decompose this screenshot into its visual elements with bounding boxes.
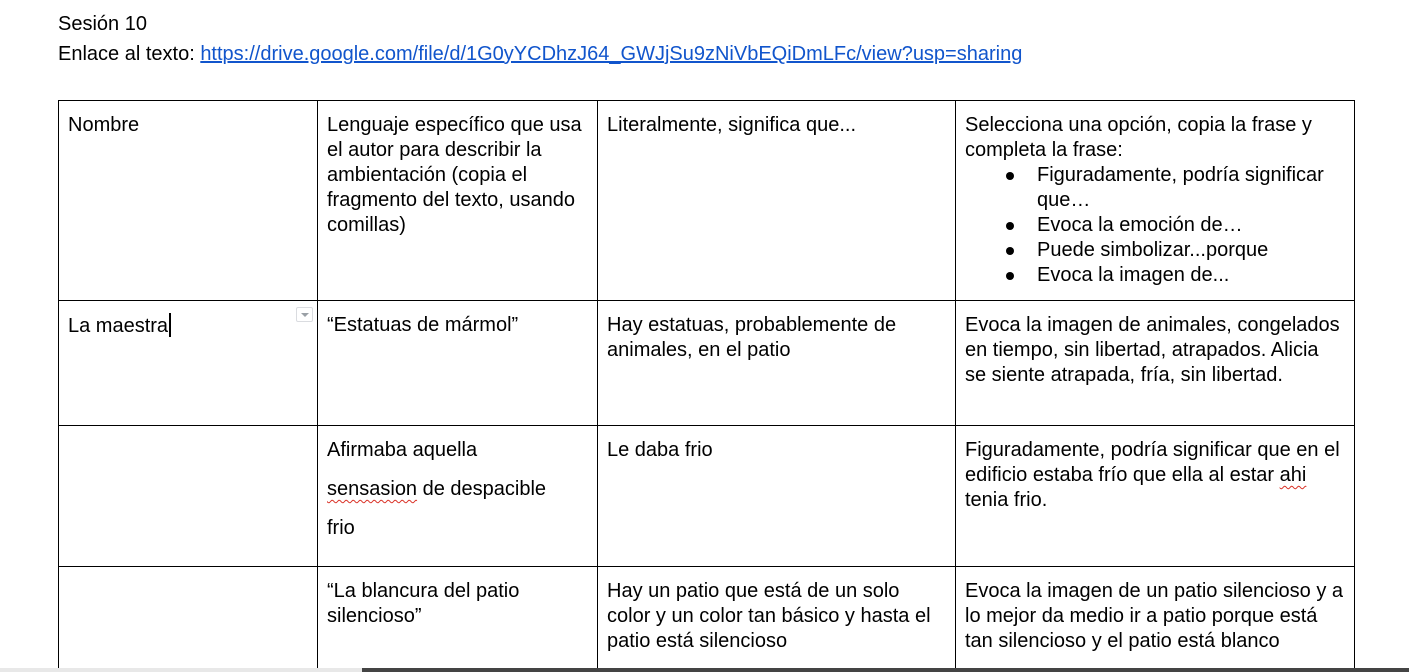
header-literal: Literalmente, significa que... <box>607 114 857 136</box>
link-label: Enlace al texto: <box>58 43 201 65</box>
language-line: Afirmaba aquella <box>327 439 478 461</box>
drive-link[interactable]: https://drive.google.com/file/d/1G0yYCDhzJ64_GWJjSu9zNiVbEQiDmLFc/view?usp=sharing <box>200 43 1023 65</box>
figurative-text: Evoca la imagen de animales, congelados en tiempo, sin libertad, atrapados. Alicia se siente atrapada, fría, sin libertad. <box>965 314 1340 386</box>
figurative-text-end: tenia frio. <box>965 489 1048 511</box>
language-line: frio <box>327 517 355 539</box>
bottom-edge-light <box>0 668 362 672</box>
text-link-line <box>58 42 1022 67</box>
table-row <box>59 426 1355 567</box>
options-list <box>965 163 1345 288</box>
language-cell[interactable] <box>318 567 598 672</box>
worksheet-table <box>58 100 1355 672</box>
language-cell[interactable] <box>318 426 598 567</box>
figurative-cell[interactable] <box>956 426 1355 567</box>
language-text: “Estatuas de mármol” <box>327 314 519 336</box>
figurative-text: Evoca la imagen de un patio silencioso y a lo mejor da medio ir a patio porque está tan silencioso y el patio está blanco <box>965 580 1344 652</box>
figurative-cell[interactable] <box>956 301 1355 426</box>
misspelled-word[interactable]: sensasion <box>327 478 418 500</box>
table-header-row <box>59 101 1355 301</box>
text-cursor <box>169 313 171 337</box>
figurative-cell[interactable] <box>956 567 1355 672</box>
name-cell[interactable] <box>59 301 318 426</box>
horizontal-scrollbar[interactable] <box>362 668 1409 672</box>
name-text: La maestra <box>68 315 169 337</box>
session-title: Sesión 10 <box>58 13 147 35</box>
language-line <box>327 477 588 502</box>
header-literal-cell[interactable] <box>598 101 956 301</box>
option-item: Figuradamente, podría significar que… <box>1037 163 1345 213</box>
literal-text: Le daba frio <box>607 439 713 461</box>
option-item: Evoca la emoción de… <box>1037 213 1345 238</box>
option-item: Puede simbolizar...porque <box>1037 238 1345 263</box>
smart-chip-dropdown-icon[interactable] <box>296 307 313 322</box>
literal-cell[interactable] <box>598 301 956 426</box>
table-row <box>59 567 1355 672</box>
literal-cell[interactable] <box>598 567 956 672</box>
header-name-cell[interactable] <box>59 101 318 301</box>
language-cell[interactable] <box>318 301 598 426</box>
misspelled-word[interactable]: ahi <box>1279 464 1307 486</box>
language-text: “La blancura del patio silencioso” <box>327 580 520 627</box>
header-name: Nombre <box>68 114 140 136</box>
name-cell[interactable] <box>59 426 318 567</box>
header-language: Lenguaje específico que usa el autor para describir la ambientación (copia el fragmento del texto, usando comillas) <box>327 114 582 236</box>
literal-text: Hay estatuas, probablemente de animales, en el patio <box>607 314 897 361</box>
figurative-text: Figuradamente, podría significar que en el edificio estaba frío que ella al estar <box>965 439 1340 486</box>
option-item: Evoca la imagen de... <box>1037 263 1345 288</box>
header-language-cell[interactable] <box>318 101 598 301</box>
header-options-cell[interactable] <box>956 101 1355 301</box>
header-options-intro: Selecciona una opción, copia la frase y completa la frase: <box>965 114 1312 161</box>
language-line-rest: de despacible <box>417 478 547 500</box>
literal-text: Hay un patio que está de un solo color y un color tan básico y hasta el patio está silencioso <box>607 580 931 652</box>
literal-cell[interactable] <box>598 426 956 567</box>
name-cell[interactable] <box>59 567 318 672</box>
table-row <box>59 301 1355 426</box>
